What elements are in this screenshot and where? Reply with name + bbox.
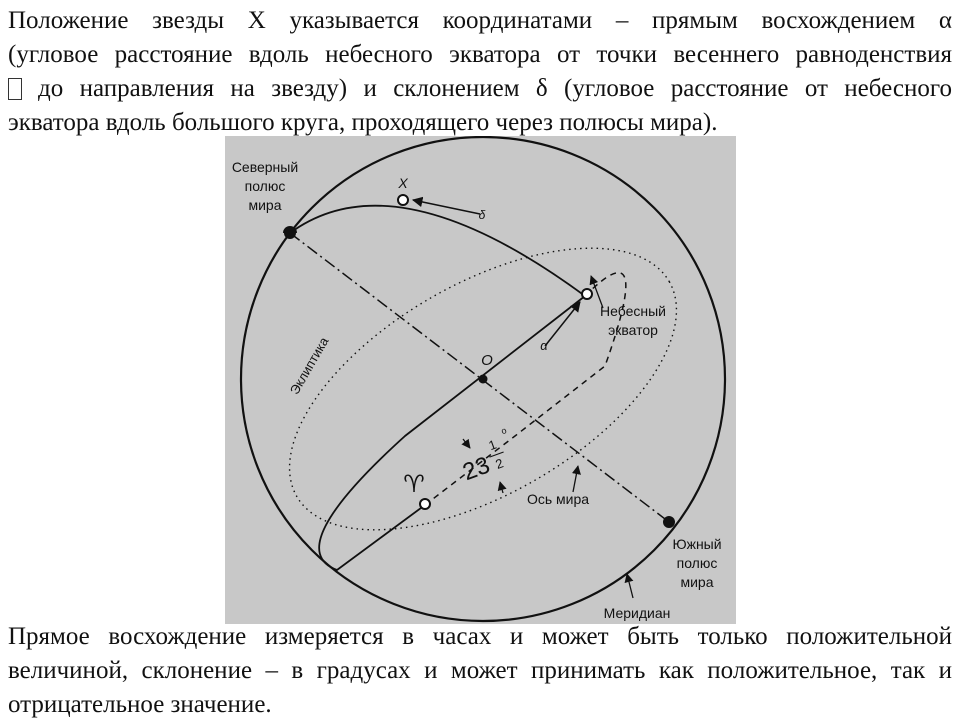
axis-pointer <box>573 466 578 492</box>
ecliptic-label: Эклиптика <box>286 334 332 397</box>
intro-paragraph <box>8 4 952 140</box>
ecliptic-ellipse <box>244 191 721 588</box>
north-pole-dot <box>284 227 296 239</box>
tilt-denominator: 2 <box>493 455 506 472</box>
outro-line: величиной, склонение – в градусах и может принимать как положительное, так и <box>8 657 952 684</box>
north-pole-label-3: мира <box>248 197 282 213</box>
outro-paragraph <box>8 620 952 722</box>
intro-line <box>8 72 952 106</box>
star-x-point <box>398 195 408 205</box>
meridian-label: Меридиан <box>603 605 671 621</box>
intro-line: экватора вдоль большого круга, проходящего через полюсы мира). <box>8 109 718 136</box>
missing-glyph <box>8 78 22 100</box>
intro-line: (угловое расстояние вдоль небесного экватора от точки весеннего равноденствия <box>8 41 952 68</box>
celestial-sphere-diagram <box>225 136 736 624</box>
tilt-pointer <box>463 439 470 448</box>
equator-label-1: Небесный <box>599 303 667 319</box>
north-pole-label-2: полюс <box>244 178 286 194</box>
delta-label: δ <box>478 208 486 222</box>
center-point <box>479 375 488 384</box>
intro-line: Положение звезды X указывается координатами – прямым восхождением α <box>8 7 952 34</box>
south-pole-label-3: мира <box>680 574 714 590</box>
center-label: O <box>481 352 493 369</box>
axis-label: Ось мира <box>526 491 590 507</box>
north-pole-label-1: Северный <box>231 159 299 175</box>
ecliptic-pointer <box>500 482 503 493</box>
star-x-label: X <box>398 175 408 191</box>
tilt-degree: о <box>499 425 508 437</box>
celestial-equator-back <box>425 273 626 505</box>
tilt-whole: 23 <box>459 451 494 487</box>
celestial-sphere-figure <box>225 136 736 624</box>
outro-line: отрицательное значение. <box>8 691 272 718</box>
tilt-angle-label <box>453 425 520 486</box>
outro-line: Прямое восхождение измеряется в часах и может быть только положительной <box>8 623 952 650</box>
equator-point <box>582 289 592 299</box>
south-pole-label-2: полюс <box>676 555 718 571</box>
intro-line-text: до направления на звезду) и склонением δ (угловое расстояние от небесного <box>38 75 952 102</box>
equator-label-2: экватор <box>608 322 658 338</box>
south-pole-dot <box>663 516 675 528</box>
tilt-numerator: 1 <box>486 436 499 454</box>
meridian-arc <box>290 206 585 296</box>
south-pole-label-1: Южный <box>672 536 722 552</box>
vernal-point-label: ♈ <box>403 471 425 498</box>
meridian-pointer <box>627 574 633 598</box>
vernal-point <box>420 499 430 509</box>
alpha-label: α <box>540 338 548 353</box>
